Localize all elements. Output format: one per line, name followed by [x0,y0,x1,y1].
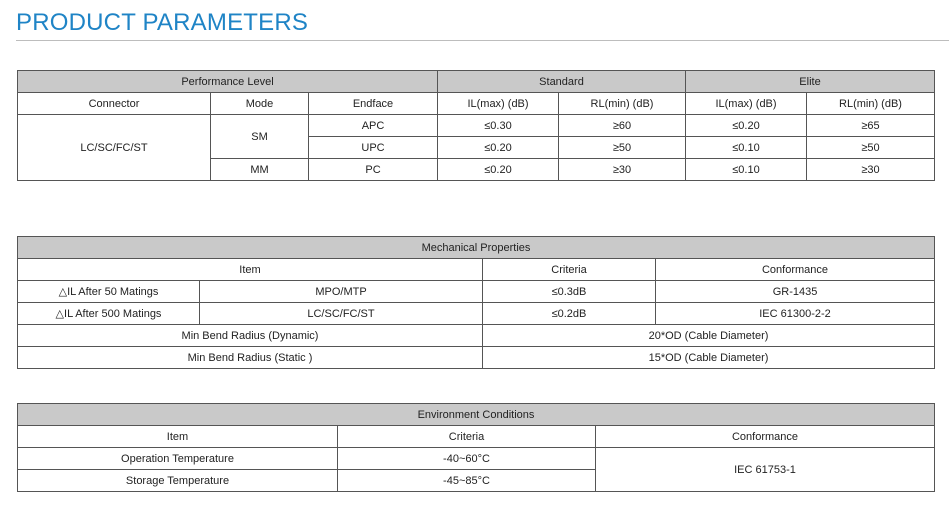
environment-table [17,403,935,492]
value-cell: ≥65 [807,115,935,137]
column-header: RL(min) (dB) [807,93,935,115]
page-title: PRODUCT PARAMETERS [16,9,309,36]
item-cell: Operation Temperature [18,448,338,470]
performance-table [17,70,935,181]
mode-cell: SM [211,115,309,159]
table-row [18,281,935,303]
value-cell: 15*OD (Cable Diameter) [483,347,935,369]
type-cell: LC/SC/FC/ST [200,303,483,325]
title-divider [16,40,949,41]
value-cell: ≥30 [807,159,935,181]
table-row [18,448,935,470]
value-cell: ≥50 [807,137,935,159]
value-cell: ≥50 [559,137,686,159]
conformance-cell: IEC 61300-2-2 [656,303,935,325]
value-cell: ≤0.20 [438,159,559,181]
value-cell: ≥60 [559,115,686,137]
endface-cell: APC [309,115,438,137]
item-cell: Min Bend Radius (Dynamic) [18,325,483,347]
column-header: Criteria [483,259,656,281]
table-header-row [18,237,935,259]
value-cell: ≤0.10 [686,159,807,181]
criteria-cell: -40~60°C [338,448,596,470]
performance-level-header: Performance Level [18,71,438,93]
item-cell: △IL After 500 Matings [18,303,200,325]
item-cell: Min Bend Radius (Static ) [18,347,483,369]
criteria-cell: ≤0.3dB [483,281,656,303]
column-header: RL(min) (dB) [559,93,686,115]
column-header: Criteria [338,426,596,448]
column-header: Conformance [656,259,935,281]
item-cell: Storage Temperature [18,470,338,492]
type-cell: MPO/MTP [200,281,483,303]
value-cell: 20*OD (Cable Diameter) [483,325,935,347]
column-header-row [18,93,935,115]
standard-header: Standard [438,71,686,93]
column-header: Item [18,426,338,448]
environment-conditions-header: Environment Conditions [18,404,935,426]
column-header: Mode [211,93,309,115]
value-cell: ≥30 [559,159,686,181]
mechanical-properties-header: Mechanical Properties [18,237,935,259]
column-header: Connector [18,93,211,115]
conformance-cell: GR-1435 [656,281,935,303]
connector-cell: LC/SC/FC/ST [18,115,211,181]
value-cell: ≤0.10 [686,137,807,159]
column-header: IL(max) (dB) [686,93,807,115]
column-header-row [18,426,935,448]
value-cell: ≤0.20 [438,137,559,159]
table-row [18,303,935,325]
table-row [18,347,935,369]
column-header: Item [18,259,483,281]
elite-header: Elite [686,71,935,93]
criteria-cell: ≤0.2dB [483,303,656,325]
criteria-cell: -45~85°C [338,470,596,492]
mechanical-table [17,236,935,369]
value-cell: ≤0.30 [438,115,559,137]
table-row [18,325,935,347]
item-cell: △IL After 50 Matings [18,281,200,303]
endface-cell: PC [309,159,438,181]
column-header-row [18,259,935,281]
table-header-row [18,404,935,426]
mode-cell: MM [211,159,309,181]
column-header: Endface [309,93,438,115]
endface-cell: UPC [309,137,438,159]
conformance-cell: IEC 61753-1 [596,448,935,492]
value-cell: ≤0.20 [686,115,807,137]
table-row [18,115,935,137]
column-header: IL(max) (dB) [438,93,559,115]
column-header: Conformance [596,426,935,448]
table-header-row [18,71,935,93]
